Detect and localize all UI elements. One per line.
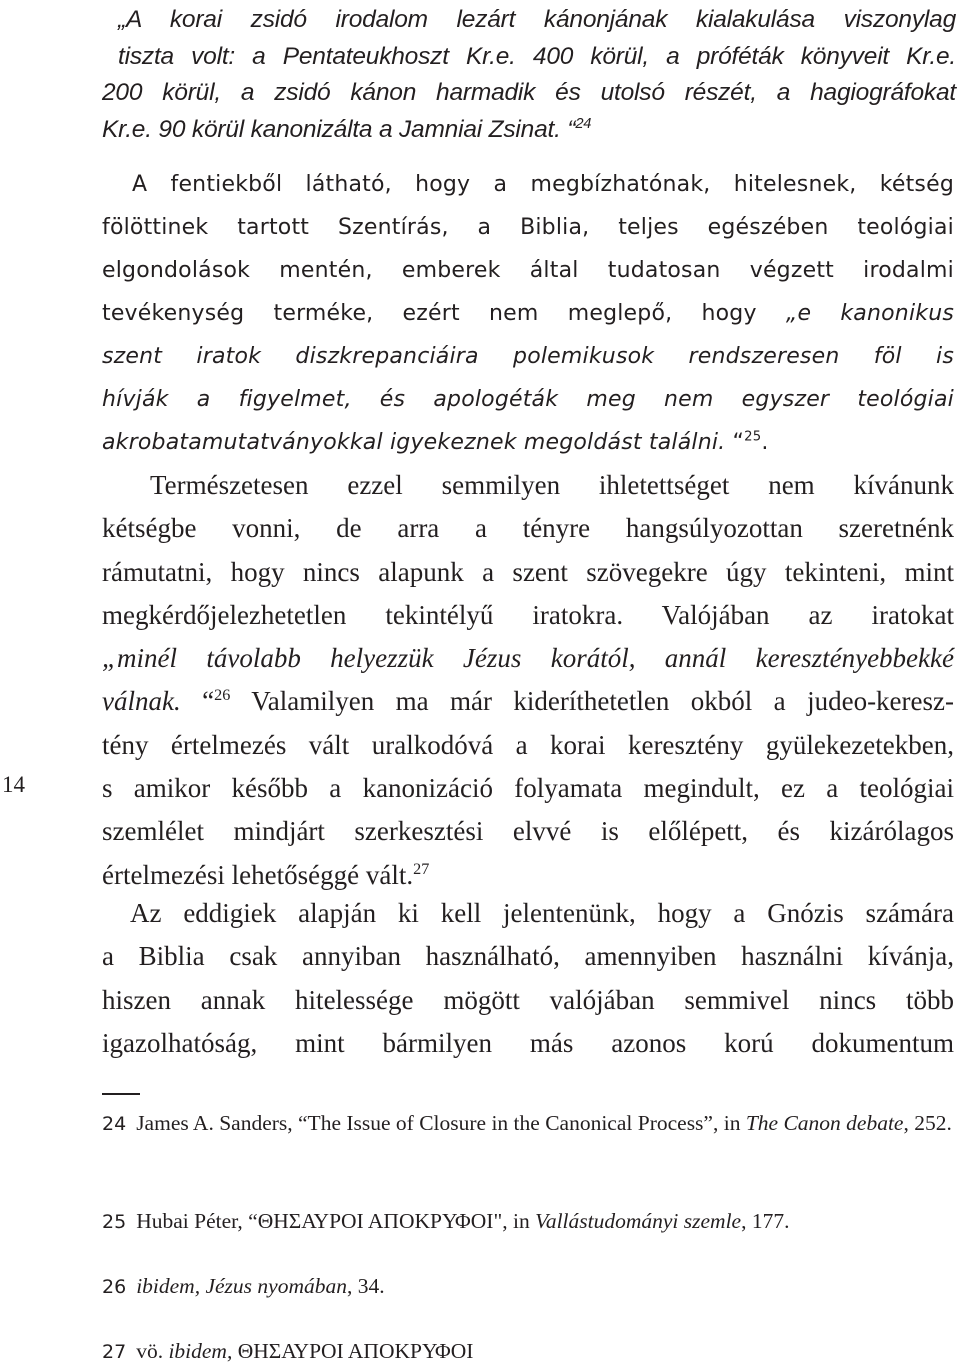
- paragraph-line: szemlélet mindjárt szerkesztési elvvé is előlépett, és kizárólagos: [102, 816, 954, 847]
- paragraph-line-last: [102, 421, 954, 464]
- footnote-text-after: ΘΗΣΑΥΡΟΙ ΑΠΟΚΡΥΦΟΙ: [232, 1339, 474, 1363]
- paragraph-line: hiszen annak hitelessége mögött valójában semmivel nincs több: [102, 984, 954, 1015]
- footnote-text: vö.: [136, 1339, 169, 1363]
- paragraph-line-last: [102, 854, 954, 897]
- paragraph-line: rámutatni, hogy nincs alapunk a szent szövegekre úgy tekinteni, mint: [102, 556, 954, 587]
- paragraph-line-italic: „minél távolabb helyezzük Jézus korától, annál keresztényebbekké: [102, 643, 954, 674]
- footnote-italic: ibidem,: [168, 1339, 233, 1363]
- quote-line: „A korai zsidó irodalom lezárt kánonjának kialakulása viszonylag: [118, 6, 956, 33]
- page-number: 14: [2, 772, 25, 797]
- footnote-divider: [102, 1093, 140, 1095]
- paragraph-line: [102, 292, 954, 335]
- quote-close-mark: “: [567, 115, 576, 143]
- p1-end-punct: .: [761, 430, 769, 455]
- paragraph-line: kétségbe vonni, de arra a tényre hangsúlyozottan szeretnénk: [102, 513, 954, 544]
- footnote-text: Hubai Péter, “ΘΗΣΑΥΡΟΙ ΑΠΟΚΡΥΦΟΙ", in: [136, 1209, 536, 1233]
- quote-line: tiszta volt: a Pentateukhoszt Kr.e. 400 körül, a próféták könyveit Kr.e.: [118, 42, 956, 70]
- footnote-text-after: , 252.: [903, 1111, 952, 1135]
- footnote-27: [102, 1335, 954, 1369]
- paragraph-line-italic: szent iratok diszkrepanciáira polemikusok rendszeresen föl is: [102, 344, 954, 369]
- footnote-number: 26: [102, 1276, 127, 1298]
- quote-line: 200 körül, a zsidó kánon harmadik és utolsó részét, a hagiográfokat: [102, 79, 956, 106]
- footnote-number: 27: [102, 1341, 127, 1363]
- p1-last-italic: akrobatamutatványokkal igyekeznek megoldást találni.: [102, 430, 726, 455]
- footnote-italic: ibidem, Jézus nyomában: [136, 1274, 347, 1298]
- footnote-italic: The Canon debate: [745, 1111, 904, 1135]
- footnote-number: 24: [102, 1113, 127, 1135]
- paragraph-line: Természetesen ezzel semmilyen ihletettséget nem kívánunk: [150, 470, 954, 500]
- paragraph-line: fölöttinek tartott Szentírás, a Biblia, teljes egészében teológiai: [102, 215, 954, 240]
- footnote-24: [102, 1107, 954, 1141]
- paragraph-line: [102, 680, 954, 723]
- footnote-26: [102, 1270, 954, 1304]
- p1-line4-plain: tevékenység terméke, ezért nem meglepő, hogy: [102, 301, 786, 326]
- quote-last-text: Kr.e. 90 körül kanonizálta a Jamniai Zsinat.: [102, 115, 561, 143]
- quote-line-last: [102, 112, 956, 149]
- paragraph-2: [102, 464, 954, 897]
- paragraph-line: Az eddigiek alapján ki kell jelentenünk, hogy a Gnózis számára: [130, 898, 954, 928]
- p2-after-ref: Valamilyen ma már kideríthetetlen okból a judeo-keresz-: [230, 686, 955, 717]
- p1-close-mark: “: [732, 430, 745, 455]
- paragraph-line: igazolhatóság, mint bármilyen más azonos korú dokumentum: [102, 1027, 954, 1058]
- paragraph-line-italic: hívják a figyelmet, és apologéták meg nem egyszer teológiai: [102, 387, 954, 412]
- paragraph-1: [102, 163, 954, 464]
- footnote-number: 25: [102, 1211, 127, 1233]
- quote-block: [102, 2, 956, 148]
- footnote-text-after: , 177.: [741, 1209, 790, 1233]
- p2-close-mark: “: [202, 686, 215, 717]
- footnote-ref-25: 25: [744, 429, 762, 445]
- footnote-ref-26: 26: [214, 686, 231, 705]
- paragraph-line: megkérdőjelezhetetlen tekintélyű iratokra. Valójában az iratokat: [102, 599, 954, 630]
- footnote-italic: Vallástudományi szemle: [535, 1209, 742, 1233]
- footnote-text-after: , 34.: [346, 1274, 385, 1298]
- paragraph-3: [102, 892, 954, 1065]
- p1-line4-italic: „e kanonikus: [785, 301, 954, 326]
- p2-italic-end: válnak.: [102, 686, 181, 717]
- footnote-ref-24: 24: [575, 115, 592, 132]
- paragraph-line: elgondolások mentén, emberek által tudatosan végzett irodalmi: [102, 258, 954, 283]
- footnote-ref-27: 27: [413, 859, 430, 878]
- p2-last-line: értelmezési lehetőséggé vált.: [102, 859, 414, 890]
- paragraph-line: tény értelmezés vált uralkodóvá a korai keresztény gyülekezetekben,: [102, 729, 954, 760]
- footnote-25: [102, 1205, 954, 1239]
- footnote-text: James A. Sanders, “The Issue of Closure in the Canonical Process”, in: [136, 1111, 746, 1135]
- paragraph-line: a Biblia csak annyiban használható, amennyiben használni kívánja,: [102, 941, 954, 972]
- paragraph-line: s amikor később a kanonizáció folyamata megindult, ez a teológiai: [102, 773, 954, 804]
- paragraph-line: A fentiekből látható, hogy a megbízhatónak, hitelesnek, kétség: [132, 172, 954, 197]
